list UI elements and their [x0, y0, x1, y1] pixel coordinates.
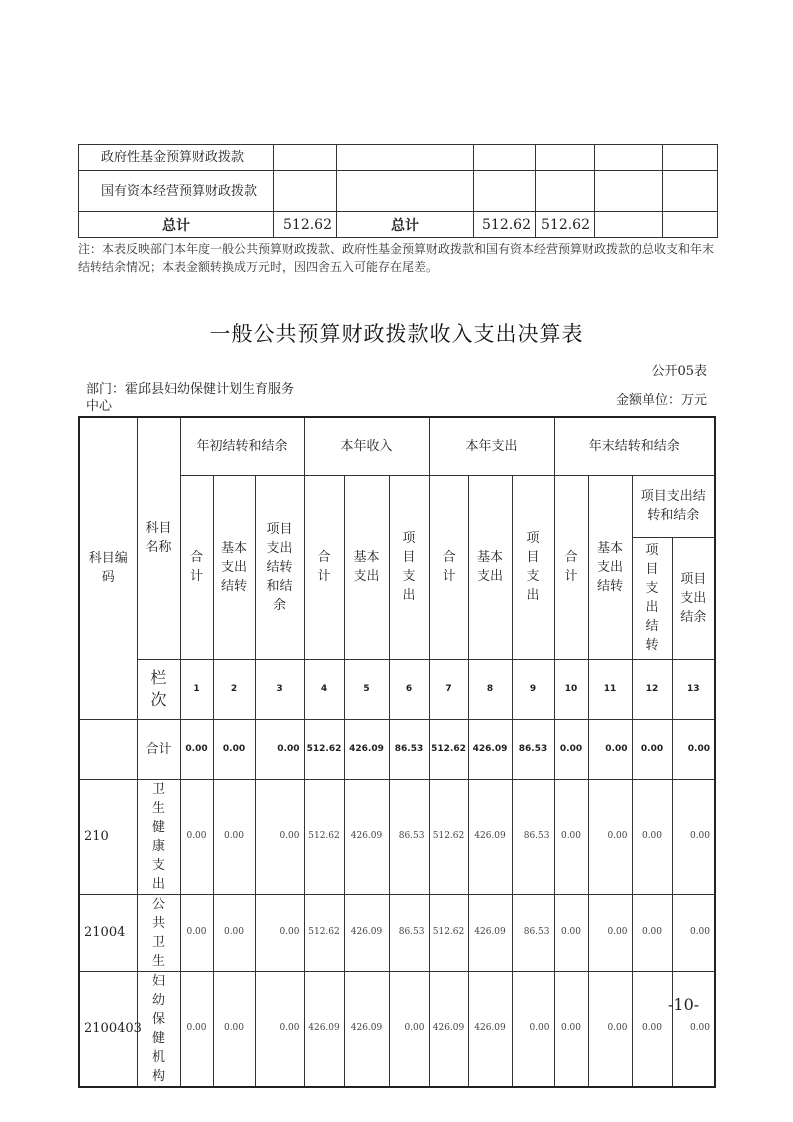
total-value: 0.00 [213, 719, 255, 779]
row-value: 0.00 [512, 971, 554, 1087]
col-number: 1 [180, 659, 213, 719]
row-value: 426.09 [468, 779, 512, 894]
row-value: 0.00 [255, 779, 304, 894]
column-index-row [79, 659, 715, 719]
row-value: 0.00 [554, 779, 588, 894]
table-note: 注：本表反映部门本年度一般公共预算财政拨款、政府性基金预算财政拨款和国有资本经营预算财政拨款的总收支和年末结转结余情况；本表金额转换成万元时，因四舍五入可能存在尾差。 [78, 242, 715, 274]
row-value: 0.00 [554, 894, 588, 971]
total-value: 512.62 [429, 719, 468, 779]
col-number: 8 [468, 659, 512, 719]
cell [663, 212, 718, 238]
row-value: 426.09 [304, 971, 344, 1087]
row-name: 公共卫生 [137, 894, 180, 971]
total-value: 0.00 [180, 719, 213, 779]
row-label: 国有资本经营预算财政拨款 [79, 171, 274, 212]
row-value: 86.53 [512, 894, 554, 971]
header-project-balance: 项目支出结余 [672, 537, 715, 659]
col-number: 3 [255, 659, 304, 719]
empty-cell [79, 719, 137, 779]
header-begin-balance: 年初结转和结余 [180, 417, 304, 475]
col-number: 10 [554, 659, 588, 719]
header-project-exp: 项目支出 [389, 475, 429, 659]
row-value: 426.09 [468, 894, 512, 971]
header-end-balance: 年末结转和结余 [554, 417, 715, 475]
table-row [79, 894, 715, 971]
header-total: 合计 [554, 475, 588, 659]
row-value: 0.00 [213, 779, 255, 894]
cell [274, 171, 337, 212]
total-value: 86.53 [389, 719, 429, 779]
col-number: 6 [389, 659, 429, 719]
total-value: 86.53 [512, 719, 554, 779]
cell: 512.62 [474, 212, 536, 238]
row-value: 0.00 [213, 971, 255, 1087]
header-project-carry: 项目支出结转 [632, 537, 672, 659]
header-project-carry-balance: 项目支出结转和结余 [255, 475, 304, 659]
header-project-exp: 项目支出 [512, 475, 554, 659]
total-value: 426.09 [468, 719, 512, 779]
cell: 512.62 [274, 212, 337, 238]
row-code: 2100403 [79, 971, 137, 1087]
row-value: 0.00 [554, 971, 588, 1087]
row-name: 妇幼保健机构 [137, 971, 180, 1087]
header-basic-carry: 基本支出结转 [213, 475, 255, 659]
header-basic-exp: 基本支出 [344, 475, 389, 659]
header-total: 合计 [304, 475, 344, 659]
row-value: 426.09 [468, 971, 512, 1087]
header-expense: 本年支出 [429, 417, 554, 475]
row-value: 0.00 [588, 894, 632, 971]
header-basic-carry: 基本支出结转 [588, 475, 632, 659]
col-number: 7 [429, 659, 468, 719]
row-value: 0.00 [255, 894, 304, 971]
form-number: 公开05表 [651, 364, 707, 379]
header-name: 科目名称 [137, 417, 180, 659]
header-code: 科目编码 [79, 417, 137, 719]
row-value: 0.00 [180, 894, 213, 971]
cell [337, 145, 474, 171]
row-value: 512.62 [429, 894, 468, 971]
header-col-index: 栏次 [137, 659, 180, 719]
summary-table-continued [78, 144, 718, 238]
cell [274, 145, 337, 171]
col-number: 2 [213, 659, 255, 719]
total-value: 0.00 [672, 719, 715, 779]
col-number: 4 [304, 659, 344, 719]
cell [536, 145, 595, 171]
table-row [79, 779, 715, 894]
cell [595, 145, 663, 171]
col-number: 11 [588, 659, 632, 719]
total-label: 合计 [137, 719, 180, 779]
header-total: 合计 [429, 475, 468, 659]
row-value: 86.53 [512, 779, 554, 894]
cell [474, 171, 536, 212]
page-title: 一般公共预算财政拨款收入支出决算表 [209, 322, 584, 346]
total-row [79, 212, 718, 238]
total-value: 0.00 [255, 719, 304, 779]
cell [663, 145, 718, 171]
cell [595, 212, 663, 238]
page-number: -10- [668, 995, 700, 1014]
row-label: 政府性基金预算财政拨款 [79, 145, 274, 171]
total-value: 0.00 [588, 719, 632, 779]
department-label: 部门：霍邱县妇幼保健计划生育服务中心 [86, 382, 295, 414]
row-value: 0.00 [672, 779, 715, 894]
cell [536, 171, 595, 212]
cell [474, 145, 536, 171]
header-row [79, 417, 715, 475]
table-row [79, 971, 715, 1087]
row-value: 86.53 [389, 894, 429, 971]
row-value: 0.00 [632, 779, 672, 894]
unit-label: 金额单位：万元 [615, 393, 707, 408]
row-value: 0.00 [588, 971, 632, 1087]
row-value: 0.00 [672, 971, 715, 1087]
header-income: 本年收入 [304, 417, 429, 475]
header-basic-exp: 基本支出 [468, 475, 512, 659]
row-value: 0.00 [180, 779, 213, 894]
row-value: 426.09 [344, 971, 389, 1087]
total-value: 0.00 [554, 719, 588, 779]
row-value: 0.00 [213, 894, 255, 971]
row-code: 21004 [79, 894, 137, 971]
col-number: 13 [672, 659, 715, 719]
row-value: 0.00 [255, 971, 304, 1087]
row-value: 426.09 [344, 779, 389, 894]
row-value: 512.62 [429, 779, 468, 894]
row-value: 512.62 [304, 779, 344, 894]
row-value: 0.00 [632, 971, 672, 1087]
total-label: 总计 [79, 212, 274, 238]
row-value: 426.09 [344, 894, 389, 971]
header-total: 合计 [180, 475, 213, 659]
row-value: 0.00 [180, 971, 213, 1087]
table-row [79, 171, 718, 212]
row-value: 512.62 [304, 894, 344, 971]
cell [663, 171, 718, 212]
col-number: 12 [632, 659, 672, 719]
col-number: 9 [512, 659, 554, 719]
total-row [79, 719, 715, 779]
row-value: 426.09 [429, 971, 468, 1087]
total-value: 512.62 [304, 719, 344, 779]
total-value: 426.09 [344, 719, 389, 779]
row-value: 0.00 [588, 779, 632, 894]
row-value: 0.00 [632, 894, 672, 971]
budget-table [78, 416, 716, 1088]
row-name: 卫生健康支出 [137, 779, 180, 894]
row-value: 86.53 [389, 779, 429, 894]
cell: 512.62 [536, 212, 595, 238]
table-row [79, 145, 718, 171]
col-number: 5 [344, 659, 389, 719]
row-value: 0.00 [389, 971, 429, 1087]
row-code: 210 [79, 779, 137, 894]
total-value: 0.00 [632, 719, 672, 779]
header-project-carry-group: 项目支出结转和结余 [632, 475, 715, 537]
total-label: 总计 [337, 212, 474, 238]
cell [337, 171, 474, 212]
row-value: 0.00 [672, 894, 715, 971]
cell [595, 171, 663, 212]
